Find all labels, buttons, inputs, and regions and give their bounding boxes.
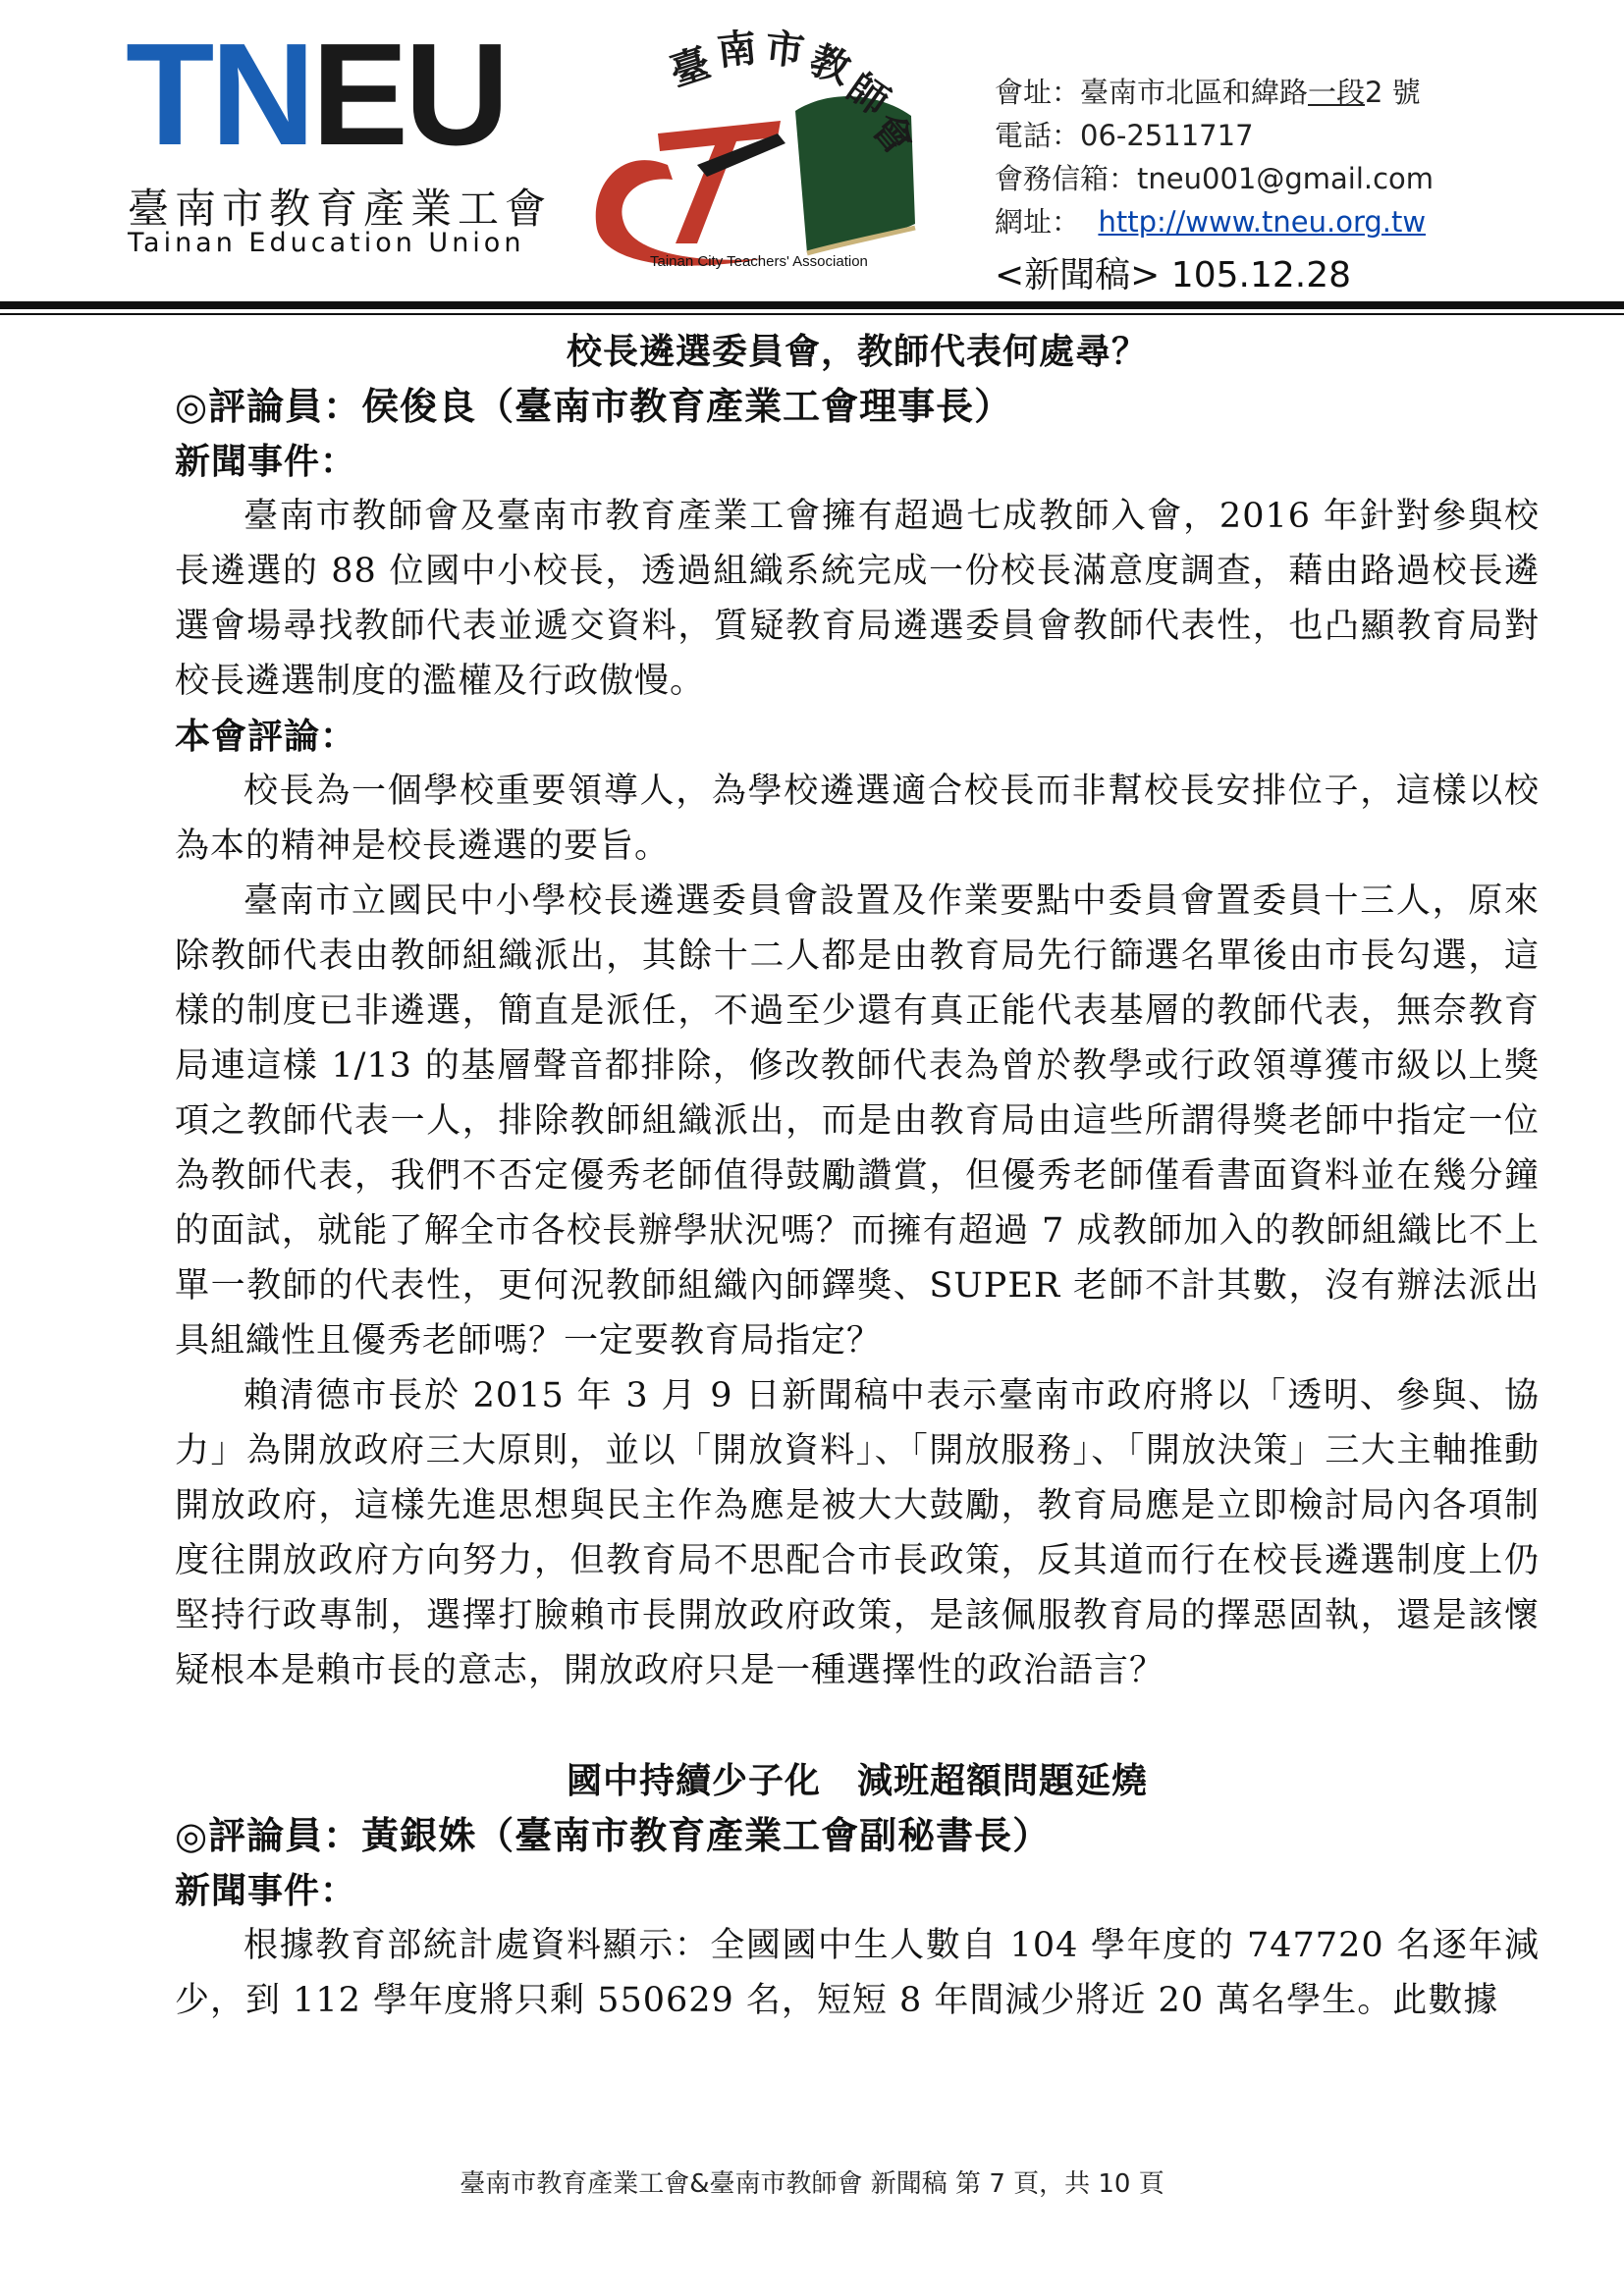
article1-title: 校長遴選委員會，教師代表何處尋？ <box>566 331 1148 372</box>
logo-arc-char-2: 南 <box>715 25 759 75</box>
letterhead <box>0 0 1624 304</box>
press-release-tag <box>995 247 1351 297</box>
article2-news-text: 根據教育部統計處資料顯示：全國國中生人數自 104 學年度的 747720 名逐年減少，到 112 學年度將只剩 550629 名，短短 8 年間減少將近 20 萬名學生。此數據 <box>175 1926 1540 2020</box>
website-link[interactable]: http://www.tneu.org.tw <box>1098 205 1427 239</box>
address-text: 臺南市北區和緯路 <box>1080 76 1309 109</box>
teachers-association-name-en: Tainan City Teachers' Association <box>650 253 868 270</box>
article1-comment-paragraph: 臺南市立國民中小學校長遴選委員會設置及作業要點中委員會置委員十三人，原來除教師代表由教師組織派出，其餘十二人都是由教育局先行篩選名單後由市長勾選，這樣的制度已非遴選，簡直是派任，不過至少還有真正能代表基層的教師代表，無奈教育局連這樣 1/13 的基層聲音都排除，修改教師代表為曾於教學或行政領導獲市級以上獎項之教師代表一人，排除教師組織派出，而是由教育局由這些所謂得獎老師中指定一位為教師代表，我們不否定優秀老師值得鼓勵讚賞，但優秀老師僅看書面資料並在幾分鐘的面試，就能了解全市各校長辦學狀況嗎？而擁有超過 7 成教師加入的教師組織比不上單一教師的代表性，更何況教師組織內師鐸獎、SUPER 老師不計其數，沒有辦法派出具組織性且優秀老師嗎？一定要教育局指定？ <box>175 881 1540 1361</box>
article1-news-text: 臺南市教師會及臺南市教育產業工會擁有超過七成教師入會，2016 年針對參與校長遴選的 88 位國中小校長，透過組織系統完成一份校長滿意度調查，藉由路過校長遴選會場尋找教師代表並遞交資料，質疑教育局遴選委員會教師代表性，也凸顯教育局對校長遴選制度的濫權及行政傲慢。 <box>175 497 1540 701</box>
email-value: tneu001@gmail.com <box>1137 162 1435 195</box>
phone-row <box>995 114 1434 157</box>
logo-arc-char-6: 會 <box>862 104 923 165</box>
address-number: 2 號 <box>1365 76 1421 109</box>
article-body <box>175 324 1540 2028</box>
address-row <box>995 71 1434 114</box>
phone-value: 06-2511717 <box>1080 119 1254 152</box>
email-label: 會務信箱： <box>995 162 1138 195</box>
press-release-label: <新聞稿> <box>995 255 1161 295</box>
header-divider-thin <box>0 313 1624 315</box>
tneu-name-cn: 臺南市教育產業工會 <box>128 185 553 233</box>
address-underlined: 一段 <box>1308 76 1366 109</box>
press-release-date: 105.12.28 <box>1170 255 1352 295</box>
article2-commentator: ◎評論員：黃銀姝（臺南市教育產業工會副秘書長） <box>175 1813 1052 1857</box>
address-label: 會址： <box>995 76 1081 109</box>
logo-arc-char-1: 臺 <box>664 39 717 96</box>
tneu-logo-eu: EU <box>311 14 506 176</box>
article1-news-label: 新聞事件： <box>175 441 357 482</box>
logo-arc-char-5: 師 <box>839 64 897 126</box>
article1-comment-label: 本會評論： <box>175 716 357 757</box>
article-gap <box>175 1698 1540 1753</box>
logo-arc-char-4: 教 <box>803 36 857 94</box>
header-divider-thick <box>0 301 1624 309</box>
article1-comment-paragraph: 賴清德市長於 2015 年 3 月 9 日新聞稿中表示臺南市政府將以「透明、參與、協力」為開放政府三大原則，並以「開放資料」、「開放服務」、「開放決策」三大主軸推動開放政府，這樣先進思想與民主作為應是被大大鼓勵，教育局應是立即檢討局內各項制度往開放政府方向努力，但教育局不思配合市長政策，反其道而行在校長遴選制度上仍堅持行政專制，選擇打臉賴市長開放政府政策，是該佩服教育局的擇惡固執，還是該懷疑根本是賴市長的意志，開放政府只是一種選擇性的政治語言？ <box>175 1376 1540 1690</box>
logo-arc-char-3: 市 <box>762 25 807 76</box>
article1-commentator: ◎評論員：侯俊良（臺南市教育產業工會理事長） <box>175 384 1013 428</box>
article2-title: 國中持續少子化 減班超額問題延燒 <box>566 1760 1148 1801</box>
email-row <box>995 157 1434 200</box>
page-footer: 臺南市教育產業工會&臺南市教師會 新聞稿 第 7 頁，共 10 頁 <box>460 2169 1164 2199</box>
tneu-name-en: Tainan Education Union <box>128 228 525 258</box>
article1-comment-paragraph: 校長為一個學校重要領導人，為學校遴選適合校長而非幫校長安排位子，這樣以校為本的精神是校長遴選的要旨。 <box>175 772 1540 866</box>
contact-block <box>995 71 1434 243</box>
phone-label: 電話： <box>995 119 1081 152</box>
website-label: 網址： <box>995 205 1081 239</box>
tneu-logo-tn: TN <box>126 14 312 176</box>
tneu-logo <box>126 14 506 176</box>
article2-news-label: 新聞事件： <box>175 1870 357 1911</box>
website-row <box>995 200 1434 243</box>
teachers-association-logo-icon <box>550 18 923 283</box>
